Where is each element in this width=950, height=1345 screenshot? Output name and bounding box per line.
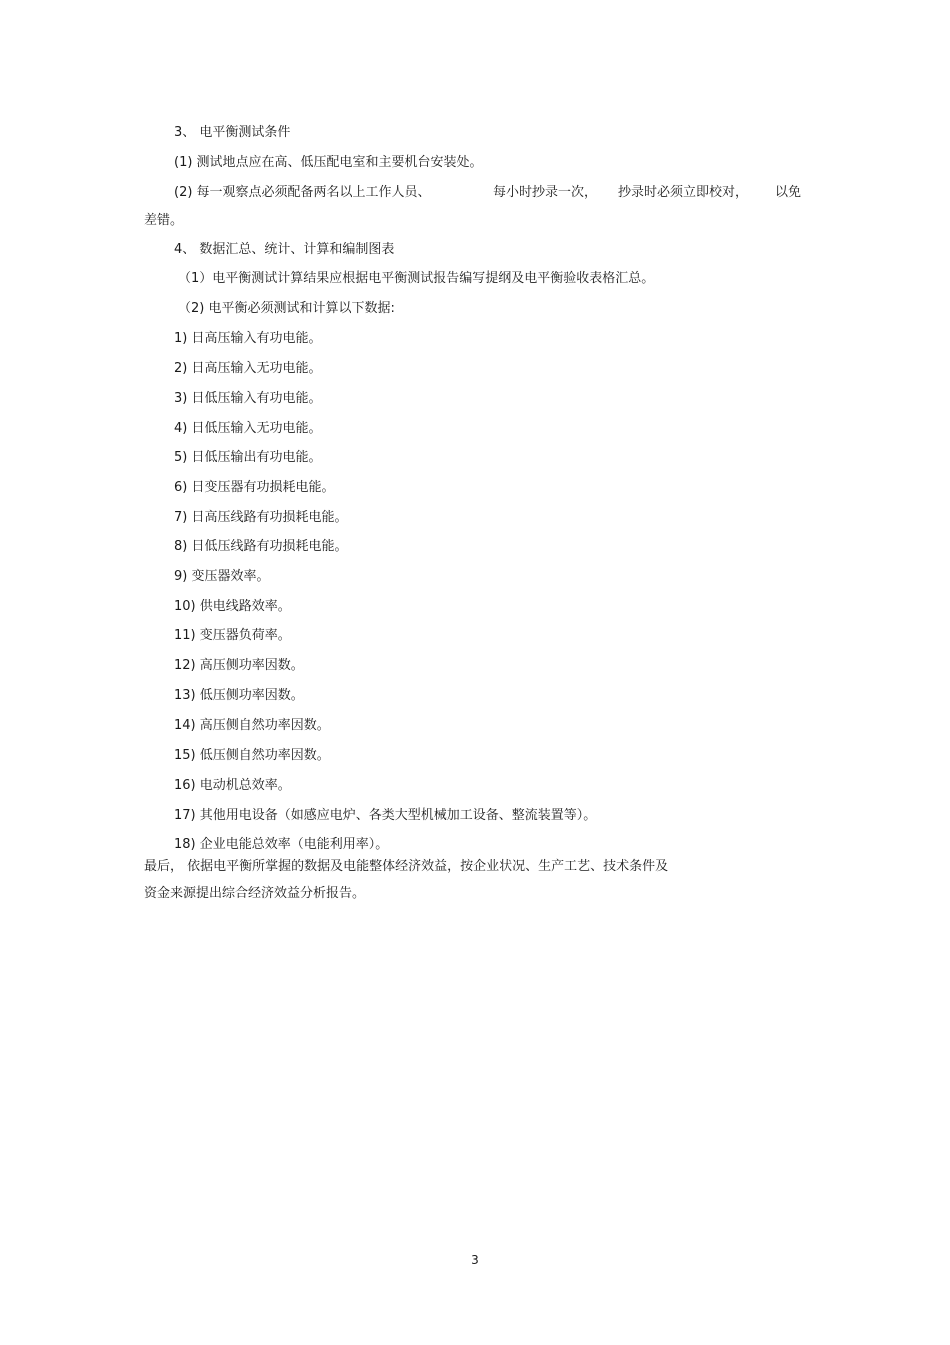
data-item-3: 3) 日低压输入有功电能。: [174, 391, 322, 406]
section-3-item-2-continuation: 差错。: [144, 213, 184, 228]
conclusion-line-2: 资金来源提出综合经济效益分析报告。: [144, 886, 366, 901]
section-3-item-1: (1) 测试地点应在高、低压配电室和主要机台安装处。: [174, 155, 483, 170]
page-number: 3: [471, 1253, 479, 1267]
section-3-item-2-part-d: 以免: [775, 185, 802, 200]
data-item-6: 6) 日变压器有功损耗电能。: [174, 480, 335, 495]
data-item-11: 11) 变压器负荷率。: [174, 628, 291, 643]
data-item-15: 15) 低压侧自然功率因数。: [174, 748, 330, 763]
data-item-2: 2) 日高压输入无功电能。: [174, 361, 322, 376]
data-item-18: 18) 企业电能总效率（电能利用率）。: [174, 837, 389, 852]
section-3-heading: 3、 电平衡测试条件: [174, 125, 291, 140]
data-item-12: 12) 高压侧功率因数。: [174, 658, 304, 673]
data-item-1: 1) 日高压输入有功电能。: [174, 331, 322, 346]
section-3-item-2-part-b: 每小时抄录一次，: [493, 185, 598, 200]
data-item-4: 4) 日低压输入无功电能。: [174, 421, 322, 436]
section-4-sub-2: （2) 电平衡必须测试和计算以下数据:: [178, 301, 395, 316]
section-4-heading: 4、 数据汇总、统计、计算和编制图表: [174, 242, 395, 257]
section-3-item-2-part-a: (2) 每一观察点必须配备两名以上工作人员、: [174, 185, 431, 200]
conclusion-line-1: 最后， 依据电平衡所掌握的数据及电能整体经济效益，按企业状况、生产工艺、技术条件及: [144, 859, 669, 874]
data-item-9: 9) 变压器效率。: [174, 569, 270, 584]
data-item-16: 16) 电动机总效率。: [174, 778, 291, 793]
data-item-14: 14) 高压侧自然功率因数。: [174, 718, 330, 733]
data-item-13: 13) 低压侧功率因数。: [174, 688, 304, 703]
data-item-10: 10) 供电线路效率。: [174, 599, 291, 614]
data-item-8: 8) 日低压线路有功损耗电能。: [174, 539, 348, 554]
data-item-7: 7) 日高压线路有功损耗电能。: [174, 510, 348, 525]
section-3-item-2-part-c: 抄录时必须立即校对，: [618, 185, 749, 200]
section-4-sub-1: （1）电平衡测试计算结果应根据电平衡测试报告编写提纲及电平衡验收表格汇总。: [178, 271, 655, 286]
data-item-5: 5) 日低压输出有功电能。: [174, 450, 322, 465]
data-item-17: 17) 其他用电设备（如感应电炉、各类大型机械加工设备、整流装置等）。: [174, 808, 597, 823]
